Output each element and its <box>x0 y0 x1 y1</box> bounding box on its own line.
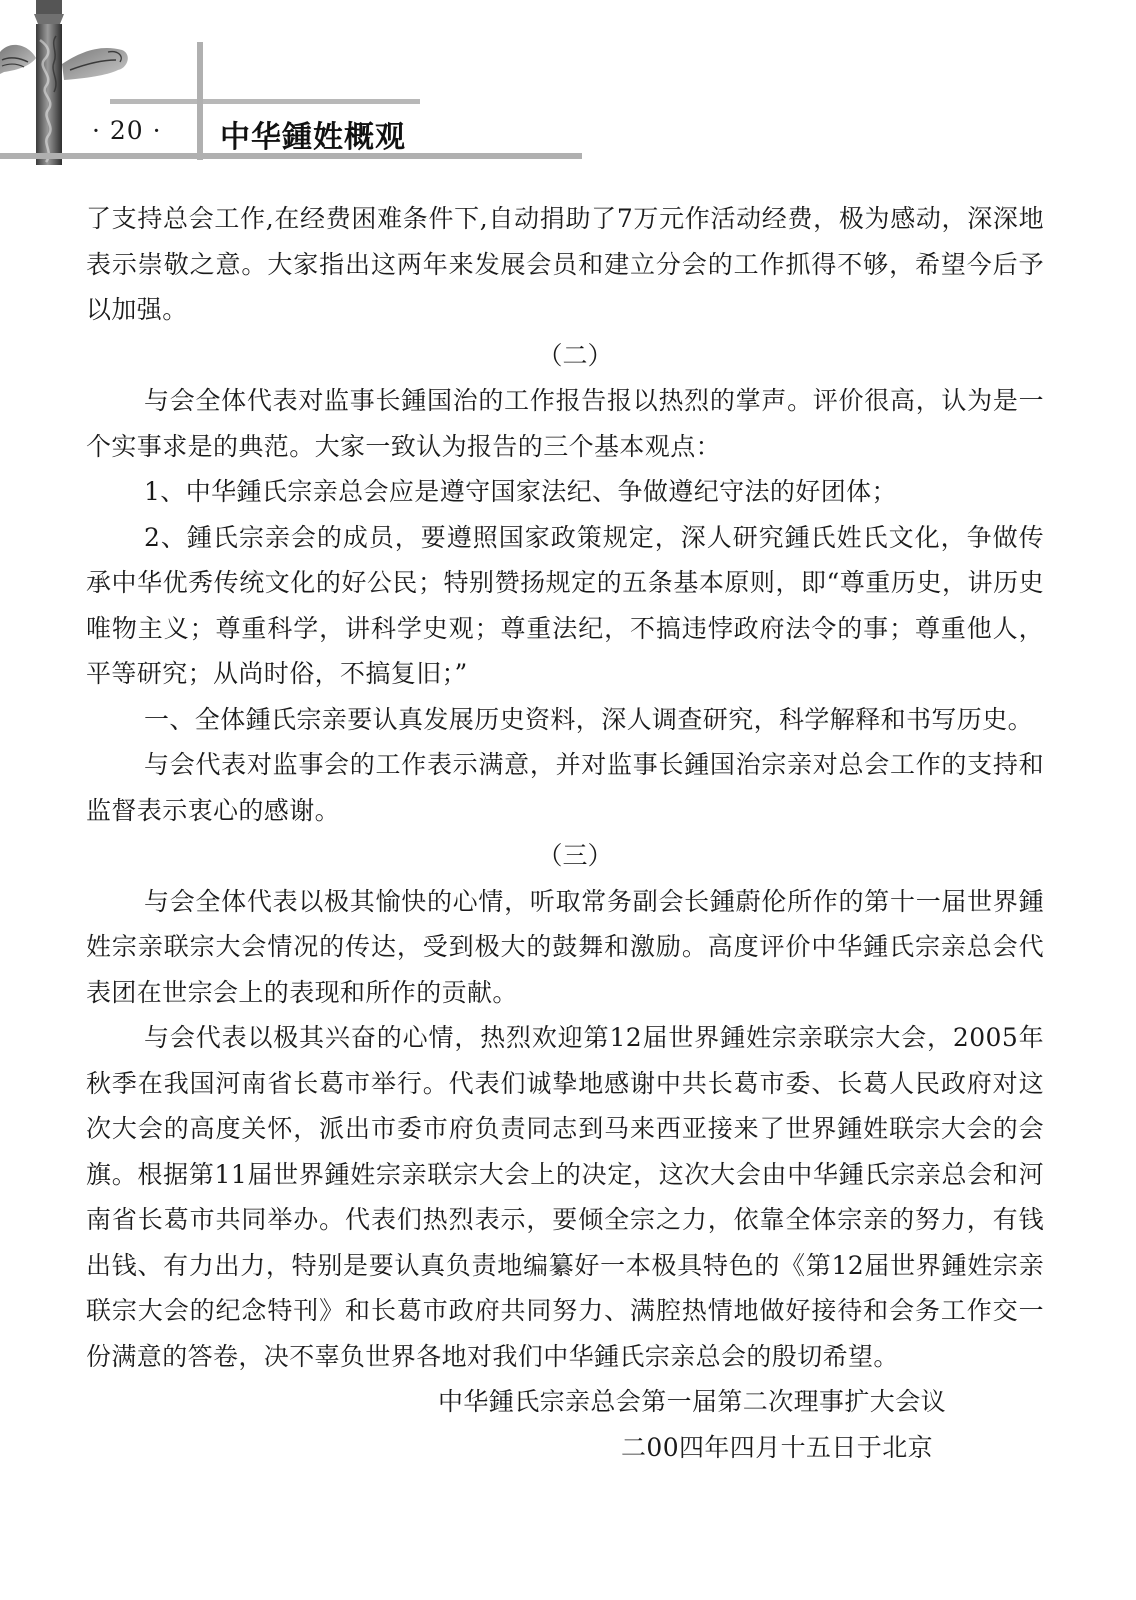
section-2-point-3: 一、全体鍾氏宗亲要认真发展历史资料，深人调查研究，科学解释和书写历史。 <box>144 704 1034 734</box>
signature-organization: 中华鍾氏宗亲总会第一届第二次理事扩大会议 <box>438 1387 947 1416</box>
section-3-paragraph: 与会代表以极其兴奋的心情，热烈欢迎第12届世界鍾姓宗亲联宗大会，2005年秋季在我国河南省长葛市举行。代表们诚挚地感谢中共长葛市委、长葛人民政府对这次大会的高度关怀，派出市委市府负责同志到马来西亚接来了世界鍾姓联宗大会的会旗。根据第11届世界鍾姓宗亲联宗大会上的决定，这次大会由中华鍾氏宗亲总会和河南省长葛市共同举办。代表们热烈表示，要倾全宗之力，依靠全体宗亲的努力，有钱出钱、有力出力，特别是要认真负责地编纂好一本极具特色的《第12届世界鍾姓宗亲联宗大会的纪念特刊》和长葛市政府共同努力、满腔热情地做好接待和会务工作交一份满意的答卷，决不辜负世界各地对我们中华鍾氏宗亲总会的殷切希望。 <box>86 1023 1044 1371</box>
body-text <box>86 196 1044 1470</box>
book-title: 中华鍾姓概观 <box>220 120 406 155</box>
signature-date: 二00四年四月十五日于北京 <box>621 1432 934 1462</box>
header-rule-top <box>110 99 420 104</box>
page-number: · 20 · <box>92 116 162 145</box>
section-2-point-1: 1、中华鍾氏宗亲总会应是遵守国家法纪、争做遵纪守法的好团体； <box>144 477 897 506</box>
section-3-paragraph: 与会全体代表以极其愉快的心情，听取常务副会长鍾蔚伦所作的第十一届世界鍾姓宗亲联宗大会情况的传达，受到极大的鼓舞和激励。高度评价中华鍾氏宗亲总会代表团在世宗会上的表现和所作的贡献。 <box>86 886 1044 1007</box>
section-heading-2: （二） <box>537 340 613 370</box>
section-2-paragraph: 与会代表对监事会的工作表示满意，并对监事长鍾国治宗亲对总会工作的支持和监督表示衷心的感谢。 <box>86 750 1044 825</box>
header-vertical-rule <box>197 42 203 160</box>
section-heading-3: （三） <box>537 841 613 870</box>
section-2-point-2: 2、鍾氏宗亲会的成员，要遵照国家政策规定，深人研究鍾氏姓氏文化，争做传承中华优秀传统文化的好公民；特别赞扬规定的五条基本原则，即“尊重历史，讲历史唯物主义；尊重科学，讲科学史观；尊重法纪，不搞违悖政府法令的事；尊重他人，平等研究；从尚时俗，不搞复旧；” <box>86 522 1044 688</box>
intro-paragraph: 了支持总会工作,在经费困难条件下,自动捐助了7万元作活动经费，极为感动，深深地表示崇敬之意。大家指出这两年来发展会员和建立分会的工作抓得不够，希望今后予以加强。 <box>86 204 1044 324</box>
page-header <box>0 0 600 165</box>
section-2-paragraph: 与会全体代表对监事长鍾国治的工作报告报以热烈的掌声。评价很高，认为是一个实事求是的典范。大家一致认为报告的三个基本观点： <box>86 386 1044 461</box>
